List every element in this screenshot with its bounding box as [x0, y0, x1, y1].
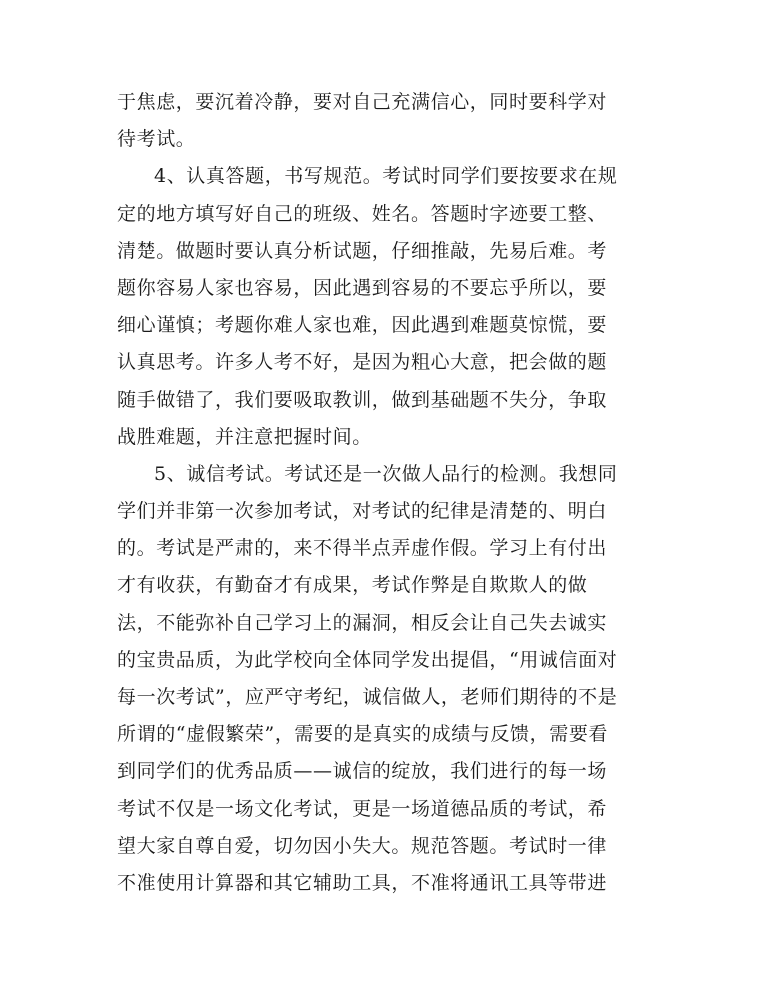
- text-line: 每一次考试”，应严守考纪，诚信做人，老师们期待的不是: [117, 686, 618, 708]
- text-line: 的。考试是严肃的，来不得半点弄虚作假。学习上有付出: [117, 537, 608, 560]
- text-line: 待考试。: [117, 128, 196, 151]
- text-line: 学们并非第一次参加考试，对考试的纪律是清楚的、明白: [117, 500, 608, 523]
- text-line: 战胜难题，并注意把握时间。: [117, 425, 372, 448]
- paragraph-5-start: 5、诚信考试。考试还是一次做人品行的检测。我想同: [154, 462, 618, 485]
- text-line: 认真思考。许多人考不好，是因为粗心大意，把会做的题: [117, 351, 608, 374]
- body-text: [117, 84, 657, 902]
- text-line: 于焦虑，要沉着冷静，要对自己充满信心，同时要科学对: [117, 91, 608, 113]
- text-line: 细心谨慎；考题你难人家也难，因此遇到难题莫惊慌，要: [117, 314, 608, 337]
- text-line: 才有收获，有勤奋才有成果，考试作弊是自欺欺人的做: [117, 574, 588, 597]
- text-line: 考试不仅是一场文化考试，更是一场道德品质的考试，希: [117, 797, 608, 820]
- text-line: 清楚。做题时要认真分析试题，仔细推敲，先易后难。考: [117, 239, 608, 262]
- text-line: 不准使用计算器和其它辅助工具，不准将通讯工具等带进: [117, 871, 608, 894]
- text-line: 定的地方填写好自己的班级、姓名。答题时字迹要工整、: [117, 202, 608, 225]
- text-line: 题你容易人家也容易，因此遇到容易的不要忘乎所以，要: [117, 276, 608, 299]
- text-line: 法，不能弥补自己学习上的漏洞，相反会让自己失去诚实: [117, 611, 608, 634]
- paragraph-4-start: 4、认真答题，书写规范。考试时同学们要按要求在规: [154, 165, 618, 188]
- text-line: 随手做错了，我们要吸取教训，做到基础题不失分，争取: [117, 388, 608, 411]
- text-line: 所谓的“虚假繁荣”，需要的是真实的成绩与反馈，需要看: [117, 723, 609, 746]
- text-line: 望大家自尊自爱，切勿因小失大。规范答题。考试时一律: [117, 834, 608, 857]
- text-line: 的宝贵品质，为此学校向全体同学发出提倡，“用诚信面对: [117, 648, 618, 671]
- text-line: 到同学们的优秀品质——诚信的绽放，我们进行的每一场: [117, 760, 608, 783]
